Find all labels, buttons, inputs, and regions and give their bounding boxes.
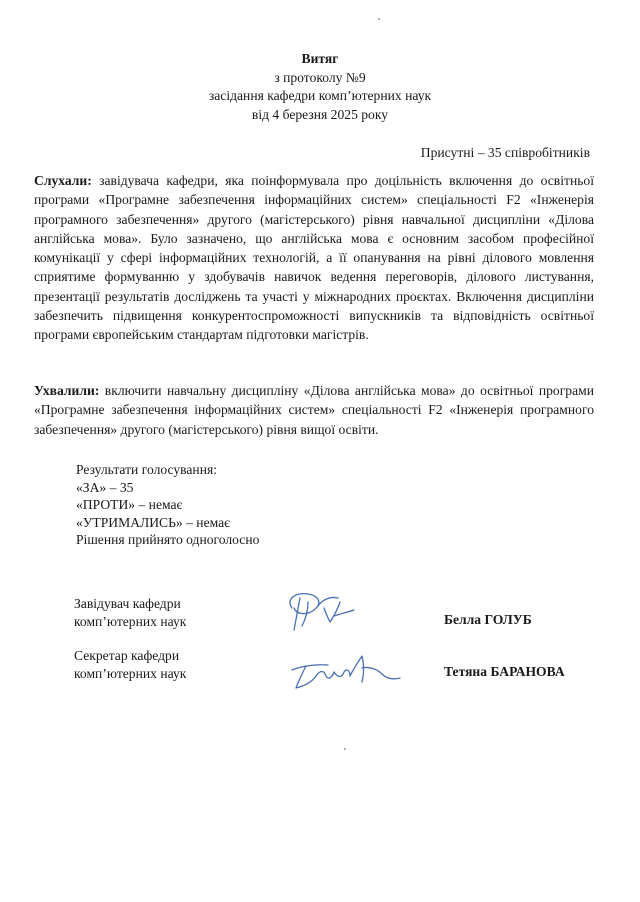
heard-label: Слухали: (34, 173, 92, 188)
resolved-paragraph (34, 381, 594, 439)
scan-speck (344, 748, 346, 750)
signer-role-line: Завідувач кафедри (74, 596, 181, 611)
handwritten-signature-secretary (286, 648, 406, 694)
votes-for: «ЗА» – 35 (76, 479, 134, 495)
voting-heading: Результати голосування: (76, 462, 218, 477)
signer-role-line: Секретар кафедри (74, 648, 180, 663)
signer-name-head: Белла ГОЛУБ (444, 612, 532, 627)
votes-against: «ПРОТИ» – немає (76, 497, 183, 512)
signer-role-secretary (74, 647, 186, 682)
resolved-text: включити навчальну дисципліну «Ділова англійська мова» до освітньої програми «Програмне забезпечення інформаційних систем» спеціальності F2 «Інженерія програмного забезпечення» другого (магістерського) рівня вищої освіти. (34, 383, 594, 437)
signer-role-head (74, 595, 186, 630)
document-title: Витяг (301, 51, 339, 66)
signer-role-line: комп’ютерних наук (74, 665, 187, 681)
heard-text: завідувача кафедри, яка поінформувала про доцільність включення до освітньої програми «Програмне забезпечення інформаційних систем» спеціальності F2 «Інженерія програмного забезпечення» другого (магістерського) рівня навчальної дисципліни «Ділова англійська мова». Було зазначено, що англійська мова є основним засобом професійної комунікації у сфері інформаційних технологій, а її опанування на рівні ділового мовлення сприятиме формуванню у здобувачів навичок ведення переговорів, ділового листування, презентації результатів досліджень та участі у міжнародних проєктах. Включення дисципліни забезпечить підвищення конкурентоспроможності випускників та відповідність освітньої програми європейським стандартам підготовки магістрів. (34, 173, 594, 343)
scan-speck (378, 18, 380, 20)
signer-role-line: комп’ютерних наук (74, 613, 187, 629)
voting-results (76, 461, 259, 549)
resolved-label: Ухвалили: (34, 383, 100, 398)
document-header (0, 50, 640, 124)
attendance-line: Присутні – 35 співробітників (420, 145, 590, 160)
meeting-line: засідання кафедри комп’ютерних наук (208, 88, 432, 103)
date-line: від 4 березня 2025 року (251, 106, 389, 122)
signer-name-secretary: Тетяна БАРАНОВА (444, 664, 565, 679)
handwritten-signature-head (278, 588, 358, 636)
voting-decision: Рішення прийнято одноголосно (76, 532, 260, 547)
heard-paragraph (34, 171, 594, 345)
votes-abstained: «УТРИМАЛИСЬ» – немає (76, 514, 230, 530)
protocol-line: з протоколу №9 (274, 69, 366, 85)
